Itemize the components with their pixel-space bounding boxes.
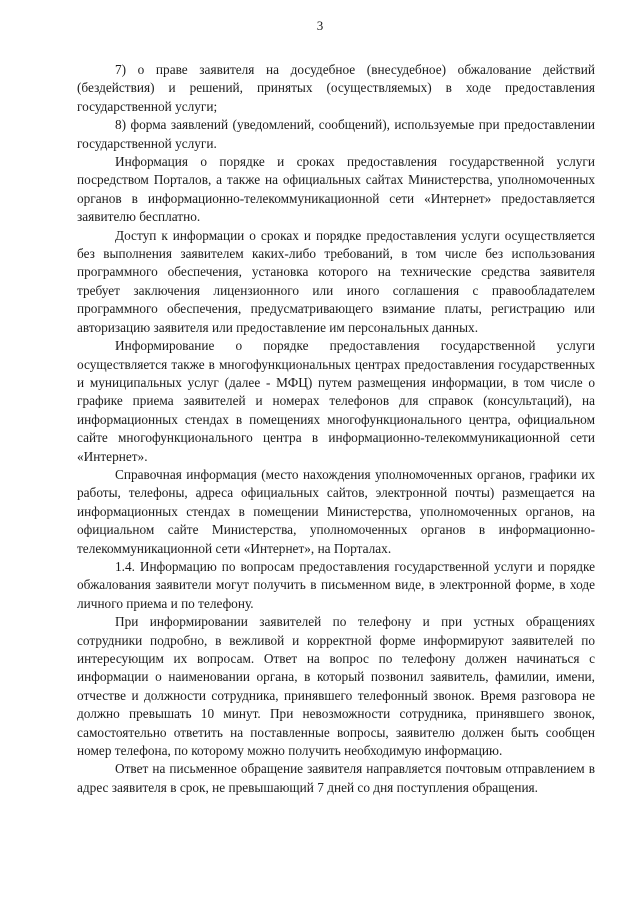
paragraph-access-info: Доступ к информации о сроках и порядке предоставления услуги осуществляется без выполнения заявителем каких-либо требований, в том числе без использования программного обеспечения, установка которого на технические средства заявителя требует заключения лицензионного или иного соглашения с правообладателем программного обеспечения, предусматривающего взимание платы, регистрацию или авторизацию заявителя или предоставление им персональных данных. [77,227,595,335]
paragraph-portals-info: Информация о порядке и сроках предоставления государственной услуги посредством Порталов, а также на официальных сайтах Министерства, уполномоченных органов в информационно-телекоммуникационной сети «Интернет» предоставляется заявителю бесплатно. [77,154,595,225]
paragraph-phone-info: При информировании заявителей по телефону и при устных обращениях сотрудники подробно, в вежливой и корректной форме информируют заявителей по интересующим их вопросам. Ответ на вопрос по телефону должен начинаться с информации о наименовании органа, в который позвонил заявитель, фамилии, имени, отчестве и должности сотрудника, принявшего телефонный звонок. Время разговора не должно превышать 10 минут. При невозможности сотрудника, принявшего звонок, самостоятельно ответить на поставленные вопросы, заявителю должен быть сообщен номер телефона, по которому можно получить необходимую информацию. [77,614,595,759]
page-number: 3 [316,18,324,33]
paragraph-mfc-info: Информирование о порядке предоставления государственной услуги осуществляется также в многофункциональных центрах предоставления государственных и муниципальных услуг (далее - МФЦ) путем размещения информации, в том числе о графике приема заявителей и номерах телефонов для справок (консультаций), на информационных стендах в помещениях многофункционального центра, официальном сайте многофункционального центра в информационно-телекоммуникационной сети «Интернет». [77,338,595,464]
paragraph-item-8: 8) форма заявлений (уведомлений, сообщений), используемые при предоставлении государственной услуги. [77,117,595,151]
document-body [77,61,595,797]
paragraph-section-1-4: 1.4. Информацию по вопросам предоставления государственной услуги и порядке обжалования заявители могут получить в письменном виде, в электронной форме, в ходе личного приема и по телефону. [77,558,595,611]
paragraph-item-7: 7) о праве заявителя на досудебное (внесудебное) обжалование действий (бездействия) и решений, принятых (осуществляемых) в ходе предоставления государственной услуги; [77,62,595,114]
paragraph-reference-info: Справочная информация (место нахождения уполномоченных органов, графики их работы, телефоны, адреса официальных сайтов, электронной почты) размещается на информационных стендах в помещении Министерства, уполномоченных органов, на официальном сайте Министерства, уполномоченных органов в информационно-телекоммуникационной сети «Интернет», на Порталах. [77,466,595,556]
paragraph-written-reply: Ответ на письменное обращение заявителя направляется почтовым отправлением в адрес заявителя в срок, не превышающий 7 дней со дня поступления обращения. [77,761,595,795]
